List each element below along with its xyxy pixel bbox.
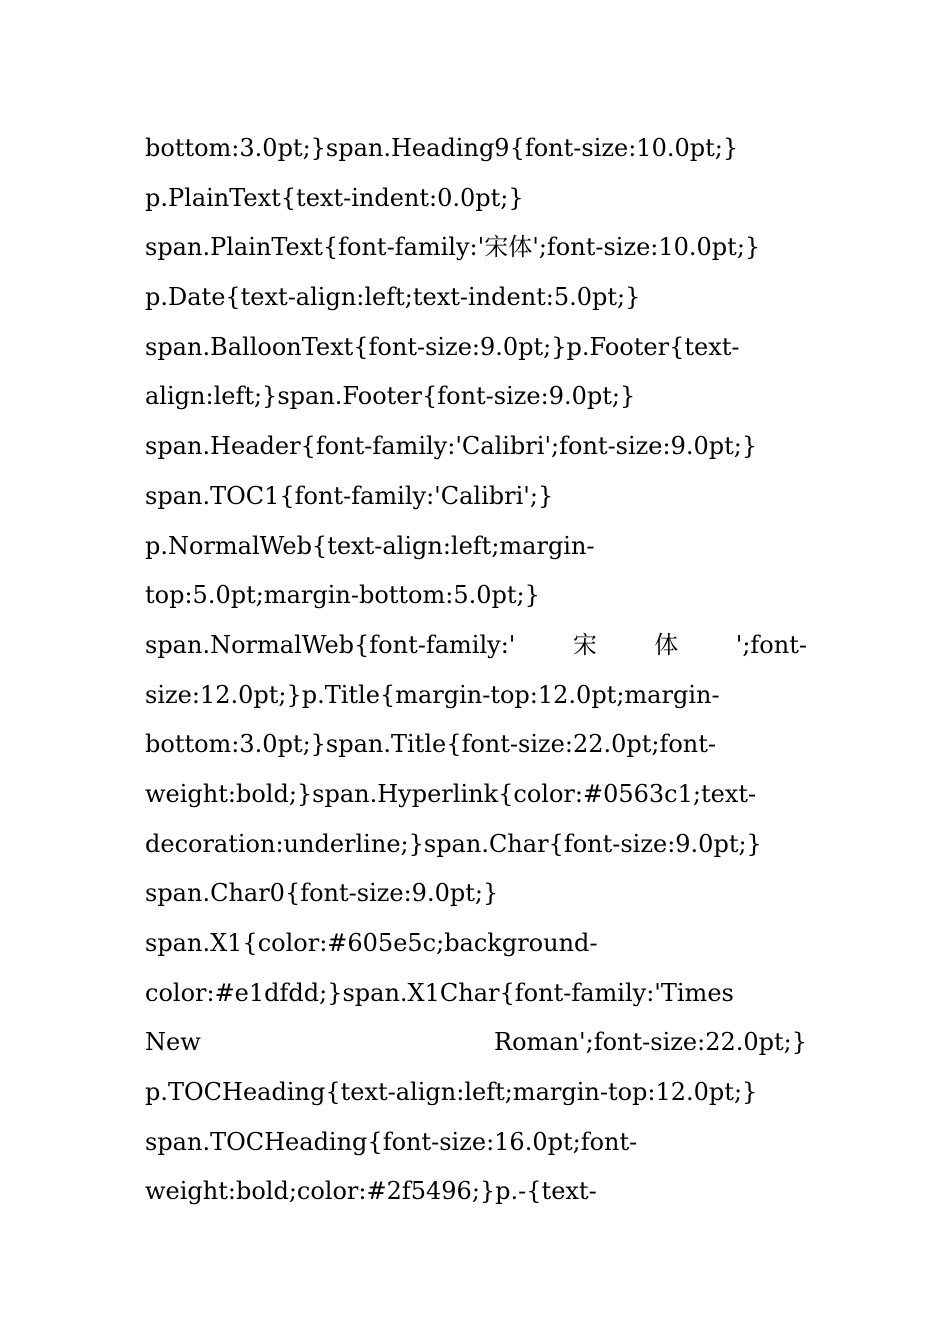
text-line: color:#e1dfdd;}span.X1Char{font-family:'Times — [145, 978, 734, 1007]
text-line: weight:bold;}span.Hyperlink{color:#0563c1;text- — [145, 779, 757, 808]
text-segment: ';font- — [735, 630, 807, 659]
text-line: p.TOCHeading{text-align:left;margin-top:12.0pt;} — [145, 1078, 758, 1107]
text-line: span.TOCHeading{font-size:16.0pt;font- — [145, 1127, 638, 1156]
text-line: span.PlainText{font-family:'宋体';font-size:10.0pt;} — [145, 233, 761, 262]
text-line: decoration:underline;}span.Char{font-size:9.0pt;} — [145, 829, 762, 858]
text-segment: Roman';font-size:22.0pt;} — [494, 1028, 807, 1057]
text-segment: span.NormalWeb{font-family:' — [145, 630, 516, 659]
text-line: p.Date{text-align:left;text-indent:5.0pt;} — [145, 283, 641, 312]
text-line: span.Header{font-family:'Calibri';font-size:9.0pt;} — [145, 432, 758, 461]
text-line: bottom:3.0pt;}span.Heading9{font-size:10.0pt;} — [145, 134, 739, 162]
text-line: align:left;}span.Footer{font-size:9.0pt;} — [145, 382, 636, 411]
text-line — [145, 621, 807, 671]
text-segment: 宋 — [572, 630, 597, 659]
text-line: span.X1{color:#605e5c;background- — [145, 929, 598, 957]
text-line: size:12.0pt;}p.Title{margin-top:12.0pt;margin- — [145, 680, 720, 709]
text-line: p.PlainText{text-indent:0.0pt;} — [145, 183, 524, 212]
text-line: span.Char0{font-size:9.0pt;} — [145, 879, 499, 908]
text-segment: 体 — [654, 630, 679, 659]
text-line: weight:bold;color:#2f5496;}p.-{text- — [145, 1177, 597, 1206]
text-line: bottom:3.0pt;}span.Title{font-size:22.0pt;font- — [145, 730, 717, 759]
text-line — [145, 1018, 807, 1068]
text-line: span.BalloonText{font-size:9.0pt;}p.Footer{text- — [145, 332, 740, 361]
document-body — [145, 124, 807, 1217]
text-segment: New — [145, 1028, 201, 1057]
text-line: p.NormalWeb{text-align:left;margin- — [145, 531, 595, 560]
text-line: span.TOC1{font-family:'Calibri';} — [145, 481, 554, 510]
text-line: top:5.0pt;margin-bottom:5.0pt;} — [145, 581, 540, 610]
